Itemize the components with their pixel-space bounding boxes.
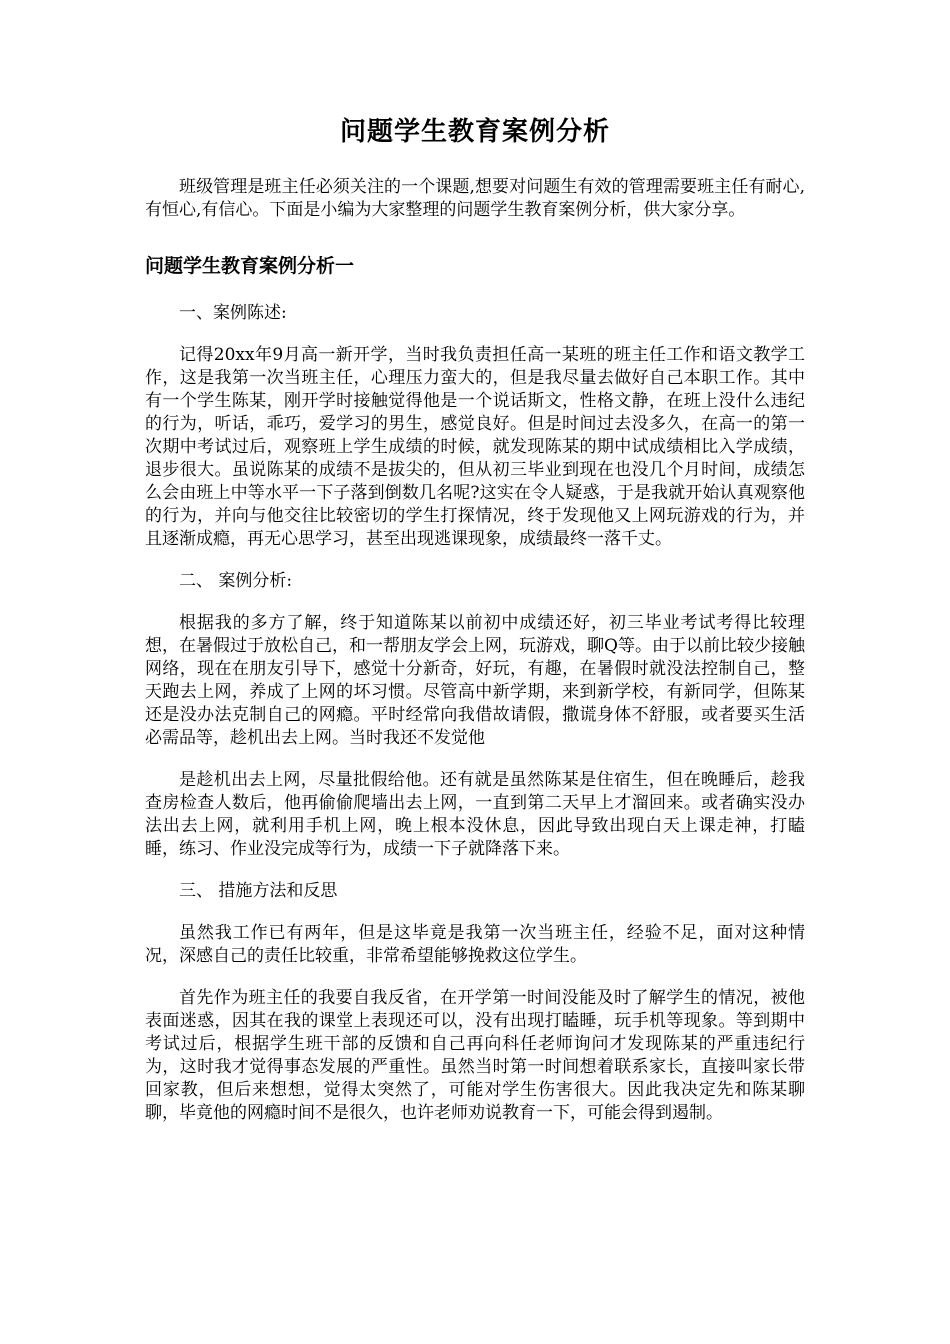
document-page xyxy=(145,112,805,1144)
section-heading: 问题学生教育案例分析一 xyxy=(145,255,355,277)
document-title: 问题学生教育案例分析 xyxy=(339,117,610,147)
paragraph-measures-1: 虽然我工作已有两年，但是这毕竟是我第一次当班主任，经验不足，面对这种情况，深感自己的责任比较重，非常希望能够挽救这位学生。 xyxy=(145,923,805,966)
subheading-case-statement: 一、案例陈述: xyxy=(179,303,287,323)
paragraph-case-analysis-1: 根据我的多方了解，终于知道陈某以前初中成绩还好，初三毕业考试考得比较理想，在暑假过于放松自己，和一帮朋友学会上网，玩游戏，聊Q等。由于以前比较少接触网络，现在在朋友引导下，感觉十分新奇，好玩，有趣，在暑假时就没法控制自己，整天跑去上网，养成了上网的坏习惯。尽管高中新学期，来到新学校，有新同学，但陈某还是没办法克制自己的网瘾。平时经常向我借故请假，撒谎身体不舒服，或者要买生活必需品等，趁机出去上网。当时我还不发觉他 xyxy=(145,613,805,748)
paragraph-measures-2: 首先作为班主任的我要自我反省，在开学第一时间没能及时了解学生的情况，被他表面迷惑，因其在我的课堂上表现还可以，没有出现打瞌睡，玩手机等现象。等到期中考试过后，根据学生班干部的反馈和自己再向科任老师询问才发现陈某的严重违纪行为，这时我才觉得事态发展的严重性。虽然当时第一时间想着联系家长，直接叫家长带回家教，但后来想想，觉得太突然了，可能对学生伤害很大。因此我决定先和陈某聊聊，毕竟他的网瘾时间不是很久，也许老师劝说教育一下，可能会得到遏制。 xyxy=(145,988,805,1123)
subheading-measures: 三、 措施方法和反思 xyxy=(179,881,338,901)
intro-paragraph: 班级管理是班主任必须关注的一个课题,想要对问题生有效的管理需要班主任有耐心,有恒心,有信心。下面是小编为大家整理的问题学生教育案例分析，供大家分享。 xyxy=(145,177,805,220)
paragraph-case-analysis-2: 是趁机出去上网，尽量批假给他。还有就是虽然陈某是住宿生，但在晚睡后，趁我查房检查人数后，他再偷偷爬墙出去上网，一直到第二天早上才溜回来。或者确实没办法出去上网，就利用手机上网，晚上根本没休息，因此导致出现白天上课走神，打瞌睡，练习、作业没完成等行为，成绩一下子就降落下来。 xyxy=(145,770,805,859)
paragraph-case-statement: 记得20xx年9月高一新开学，当时我负责担任高一某班的班主任工作和语文教学工作，这是我第一次当班主任，心理压力蛮大的，但是我尽量去做好自己本职工作。其中有一个学生陈某，刚开学时接触觉得他是一个说话斯文，性格文静，在班上没什么违纪的行为，听话，乖巧，爱学习的男生，感觉良好。但是时间过去没多久，在高一的第一次期中考试过后，观察班上学生成绩的时候，就发现陈某的期中试成绩相比入学成绩，退步很大。虽说陈某的成绩不是拔尖的，但从初三毕业到现在也没几个月时间，成绩怎么会由班上中等水平一下子落到倒数几名呢?这实在令人疑惑，于是我就开始认真观察他的行为，并向与他交往比较密切的学生打探情况，终于发现他又上网玩游戏的行为，并且逐渐成瘾，再无心思学习，甚至出现逃课现象，成绩最终一落千丈。 xyxy=(145,345,805,549)
subheading-case-analysis: 二、 案例分析: xyxy=(179,571,293,591)
